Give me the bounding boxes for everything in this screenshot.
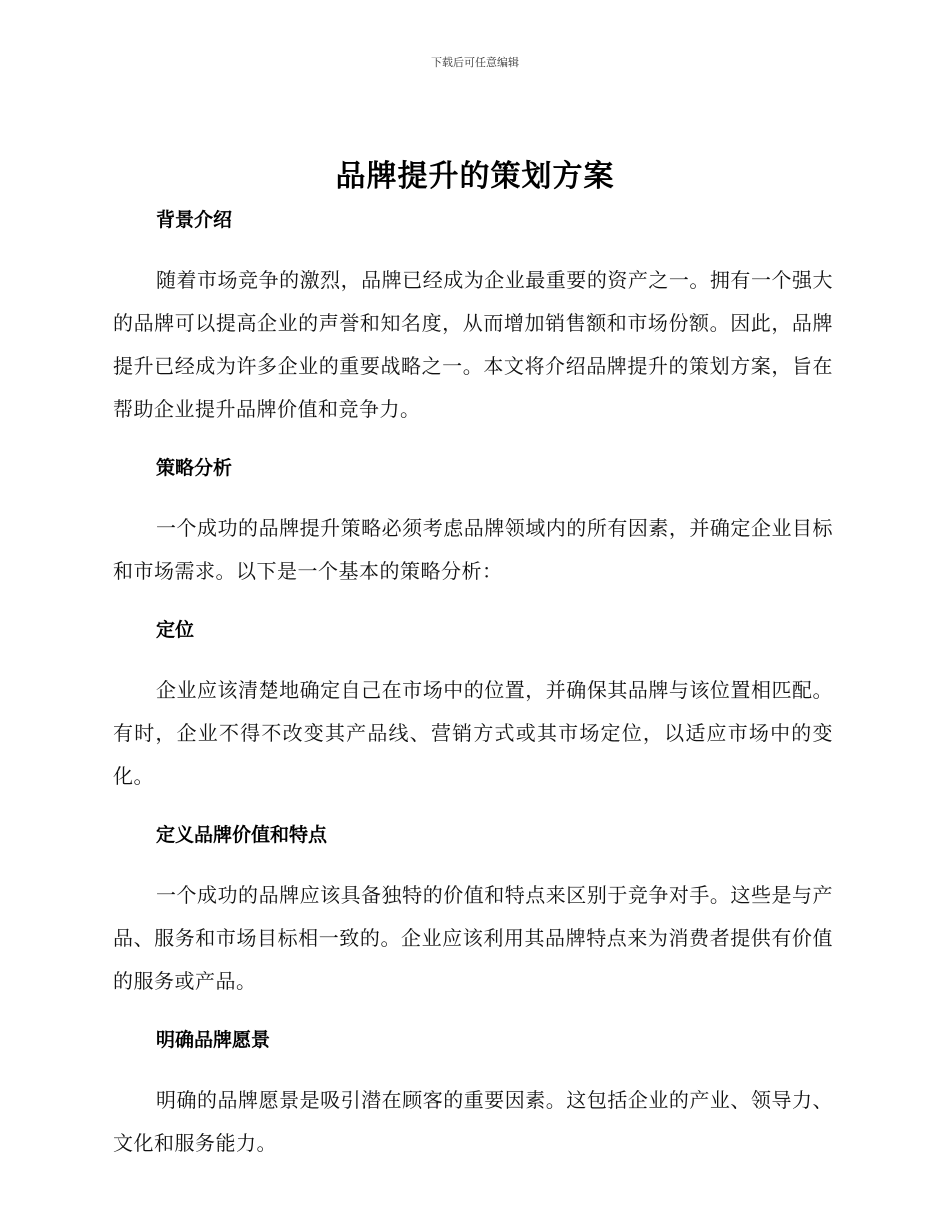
section-paragraph: 一个成功的品牌提升策略必须考虑品牌领域内的所有因素，并确定企业目标和市场需求。以下是一个基本的策略分析：	[113, 516, 833, 583]
section-paragraph: 一个成功的品牌应该具备独特的价值和特点来区别于竞争对手。这些是与产品、服务和市场目标相一致的。企业应该利用其品牌特点来为消费者提供有价值的服务或产品。	[113, 883, 833, 993]
section-strategy-analysis	[113, 453, 833, 615]
section-heading: 明确品牌愿景	[156, 1029, 271, 1051]
document-body	[113, 205, 833, 1165]
section-heading: 策略分析	[156, 457, 233, 479]
section-background	[113, 205, 833, 453]
header-note: 下载后可任意编辑	[431, 56, 519, 69]
section-heading: 定位	[156, 619, 195, 641]
section-paragraph: 随着市场竞争的激烈，品牌已经成为企业最重要的资产之一。拥有一个强大的品牌可以提高企业的声誉和知名度，从而增加销售额和市场份额。因此，品牌提升已经成为许多企业的重要战略之一。本文将介绍品牌提升的策划方案，旨在帮助企业提升品牌价值和竞争力。	[113, 268, 833, 421]
section-brand-value	[113, 820, 833, 1025]
section-heading: 定义品牌价值和特点	[156, 824, 328, 846]
document-title: 品牌提升的策划方案	[335, 159, 615, 194]
section-heading: 背景介绍	[156, 209, 233, 231]
section-paragraph: 明确的品牌愿景是吸引潜在顾客的重要因素。这包括企业的产业、领导力、文化和服务能力。	[113, 1088, 833, 1155]
section-brand-vision	[113, 1025, 833, 1165]
section-positioning	[113, 615, 833, 820]
section-paragraph: 企业应该清楚地确定自己在市场中的位置，并确保其品牌与该位置相匹配。有时，企业不得不改变其产品线、营销方式或其市场定位，以适应市场中的变化。	[113, 678, 833, 788]
